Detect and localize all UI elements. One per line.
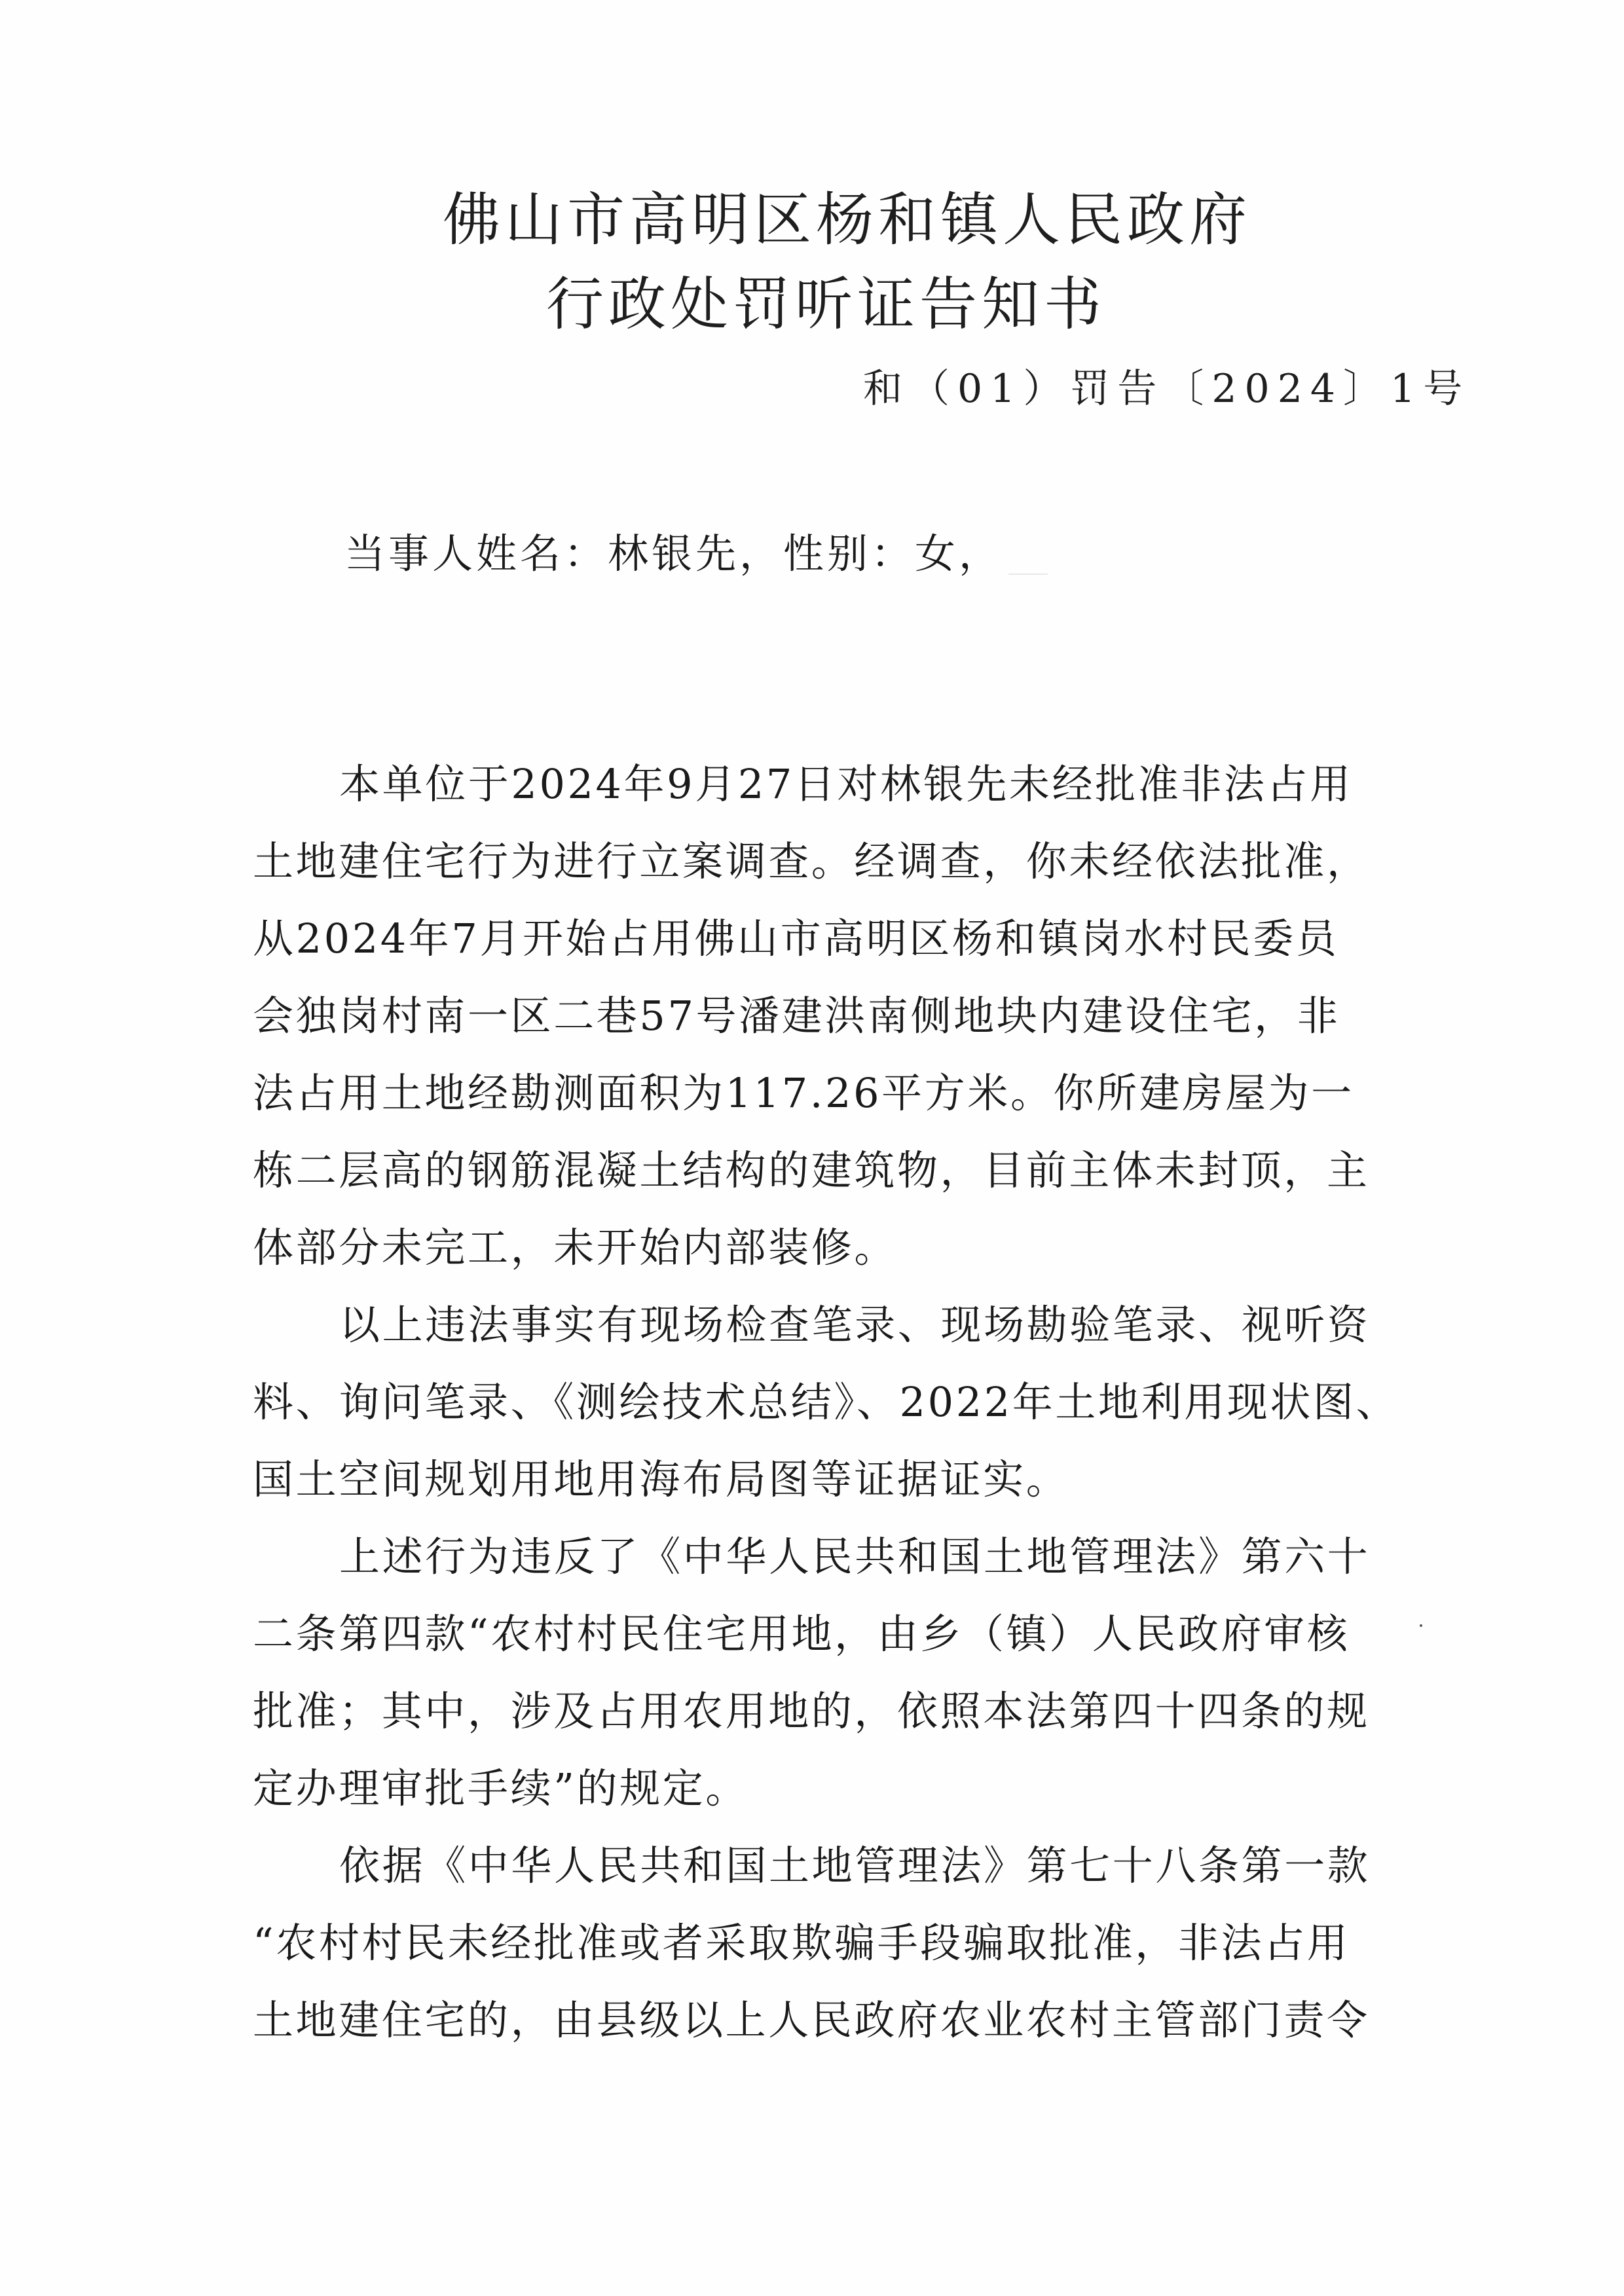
body-line: 以上违法事实有现场检查笔录、现场勘验笔录、视听资 <box>339 1301 1371 1349</box>
scan-speck <box>1420 1624 1422 1627</box>
body-line: 上述行为违反了《中华人民共和国土地管理法》第六十 <box>339 1533 1371 1580</box>
body-line: 体部分未完工，未开始内部装修。 <box>253 1224 898 1271</box>
body-line: 国土空间规划用地用海布局图等证据证实。 <box>253 1455 1069 1503</box>
body-line: 土地建住宅行为进行立案调查。经调查，你未经依法批准， <box>253 837 1370 885</box>
party-info-line: 当事人姓名：林银先，性别：女， <box>344 530 1003 577</box>
body-line: 本单位于2024年9月27日对林银先未经批准非法占用 <box>339 760 1353 808</box>
body-line: 土地建住宅的，由县级以上人民政府农业农村主管部门责令 <box>253 1996 1370 2044</box>
body-line: 批准；其中，涉及占用农用地的，依照本法第四十四条的规 <box>253 1687 1370 1735</box>
document-title-issuer: 佛山市高明区杨和镇人民政府 <box>443 186 1252 253</box>
document-title-type: 行政处罚听证告知书 <box>546 270 1107 338</box>
body-line: 会独岗村南一区二巷57号潘建洪南侧地块内建设住宅，非 <box>253 992 1340 1040</box>
document-number: 和（01）罚告〔2024〕1号 <box>863 366 1471 412</box>
body-line: 定办理审批手续”的规定。 <box>253 1764 748 1812</box>
body-line: 栋二层高的钢筋混凝土结构的建筑物，目前主体未封顶，主 <box>253 1146 1370 1194</box>
body-line: 二条第四款“农村村民住宅用地，由乡（镇）人民政府审核 <box>253 1610 1350 1658</box>
body-line: 依据《中华人民共和国土地管理法》第七十八条第一款 <box>339 1842 1371 1889</box>
body-line: 从2024年7月开始占用佛山市高明区杨和镇岗水村民委员 <box>253 915 1339 962</box>
body-line: “农村村民未经批准或者采取欺骗手段骗取批准，非法占用 <box>253 1919 1350 1967</box>
body-line: 料、询问笔录、《测绘技术总结》、2022年土地利用现状图、 <box>253 1378 1399 1426</box>
redacted-region <box>1008 574 1048 575</box>
redacted-region <box>275 647 1257 648</box>
notice-body <box>253 746 1399 2059</box>
body-line: 法占用土地经勘测面积为117.26平方米。你所建房屋为一 <box>253 1069 1354 1117</box>
